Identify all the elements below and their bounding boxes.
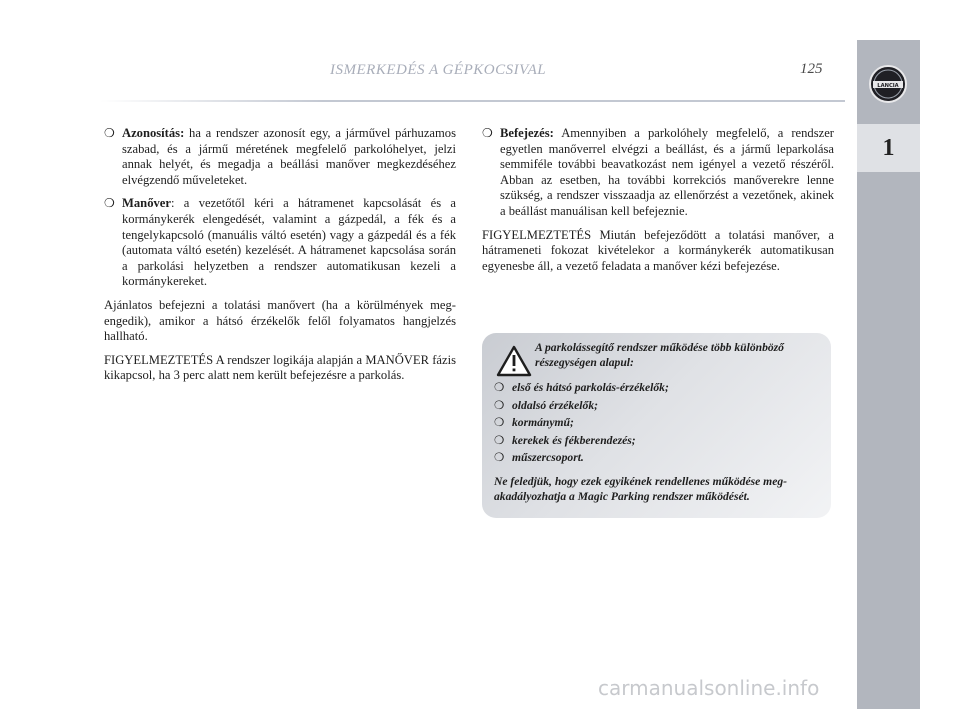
lancia-logo-icon: [868, 64, 908, 104]
bullet-circle-icon: ❍: [494, 433, 505, 447]
item-term: Befejezés:: [500, 126, 554, 140]
warning-triangle-icon: [496, 345, 532, 377]
right-text-column: [482, 126, 834, 282]
body-paragraph: Ajánlatos befejezni a tolatási manővert (ha a körülmények megengedik), amikor a hátsó érzékelők felől folyamatos hangjelzés hallható.: [104, 297, 456, 344]
list-item: [494, 381, 824, 396]
bullet-circle-icon: ❍: [482, 126, 493, 140]
list-item-text: oldalsó érzékelők;: [512, 398, 598, 412]
warning-paragraph: FIGYELMEZTETÉS A rendszer logikája alapján a MANŐVER fázis kikapcsol, ha 3 perc alatt nem került befejezésre a parkolás.: [104, 352, 456, 383]
bullet-circle-icon: ❍: [104, 196, 115, 211]
list-item: [494, 399, 824, 414]
item-text: ha a rendszer azonosít egy, a járművel párhuzamos szabad, és a jármű méretének megfelelő parkolóhelyet, jelzi annak helyét, és megadja a beállási manőver megkezdéséhez elvégzendő műveleteket.: [122, 126, 456, 187]
bullet-circle-icon: ❍: [494, 381, 505, 394]
list-item: [104, 196, 456, 290]
warning-list: [494, 381, 824, 469]
bullet-circle-icon: ❍: [494, 398, 505, 412]
list-item: [104, 126, 456, 188]
item-term: Manőver: [122, 196, 171, 211]
item-text: Amennyiben a parkolóhely megfelelő, a rendszer egyetlen manőverrel elvégzi a beállást, és a jármű leparkolása semmiféle további beavatkozást nem igényel a vezető részéről. Abban az esetben, ha további korrekciós manőverekre lenne szükség, a rendszer visszaadja az ellenőrzést a vezetőnek, akinek a beállást manuálisan kell befejeznie.: [500, 126, 834, 218]
list-item-text: műszercsoport.: [512, 451, 584, 465]
chapter-number: 1: [882, 134, 895, 161]
list-item: [494, 434, 824, 449]
list-item-text: kormánymű;: [512, 416, 574, 430]
bullet-circle-icon: ❍: [494, 451, 505, 465]
watermark: carmanualsonline.info: [598, 676, 820, 700]
logo-wordmark: LANCIA: [877, 82, 899, 89]
list-item: [482, 126, 834, 220]
bullet-circle-icon: ❍: [494, 416, 505, 430]
page-number: 125: [800, 61, 823, 77]
warning-paragraph: FIGYELMEZTETÉS Miután befejeződött a tolatási manőver, a hátrameneti fokozat kivételekor a kormánykerék automatikusan egyenesbe áll, a vezető feladata a manőver kézi befejezése.: [482, 227, 834, 273]
list-item-text: kerekek és fékberendezés;: [512, 433, 636, 447]
warning-note: Ne feledjük, hogy ezek egyikének rendellenes működése megakadályozhatja a Magic Parking rendszer működését.: [494, 475, 788, 503]
list-item-text: első és hátsó parkolás-érzékelők;: [512, 381, 669, 394]
list-item: [494, 416, 824, 431]
list-item: [494, 451, 824, 466]
item-text: : a vezetőtől kéri a hátramenet kapcsolását és a kormánykerék elengedését, valamint a gázpedál, a fék és a tengelykapcsoló (manuális váltó esetén) vagy a gázpedál és a fék (automata váltó esetén) kezelését. A hátramenet kapcsolása során a parkolási helyzetben a rendszer automatikusan kezeli a kormánykereket.: [122, 196, 456, 289]
item-term: Azonosítás:: [122, 126, 185, 140]
chapter-indicator[interactable]: [857, 124, 920, 172]
warning-title: A parkolássegítő rendszer működése több különböző részegységen alapul:: [535, 341, 784, 369]
running-header-title: ISMERKEDÉS A GÉPKOCSIVAL: [330, 62, 547, 78]
header-divider: [100, 100, 845, 102]
left-text-column: [104, 126, 456, 392]
warning-box: [482, 333, 831, 518]
bullet-circle-icon: ❍: [104, 126, 115, 140]
